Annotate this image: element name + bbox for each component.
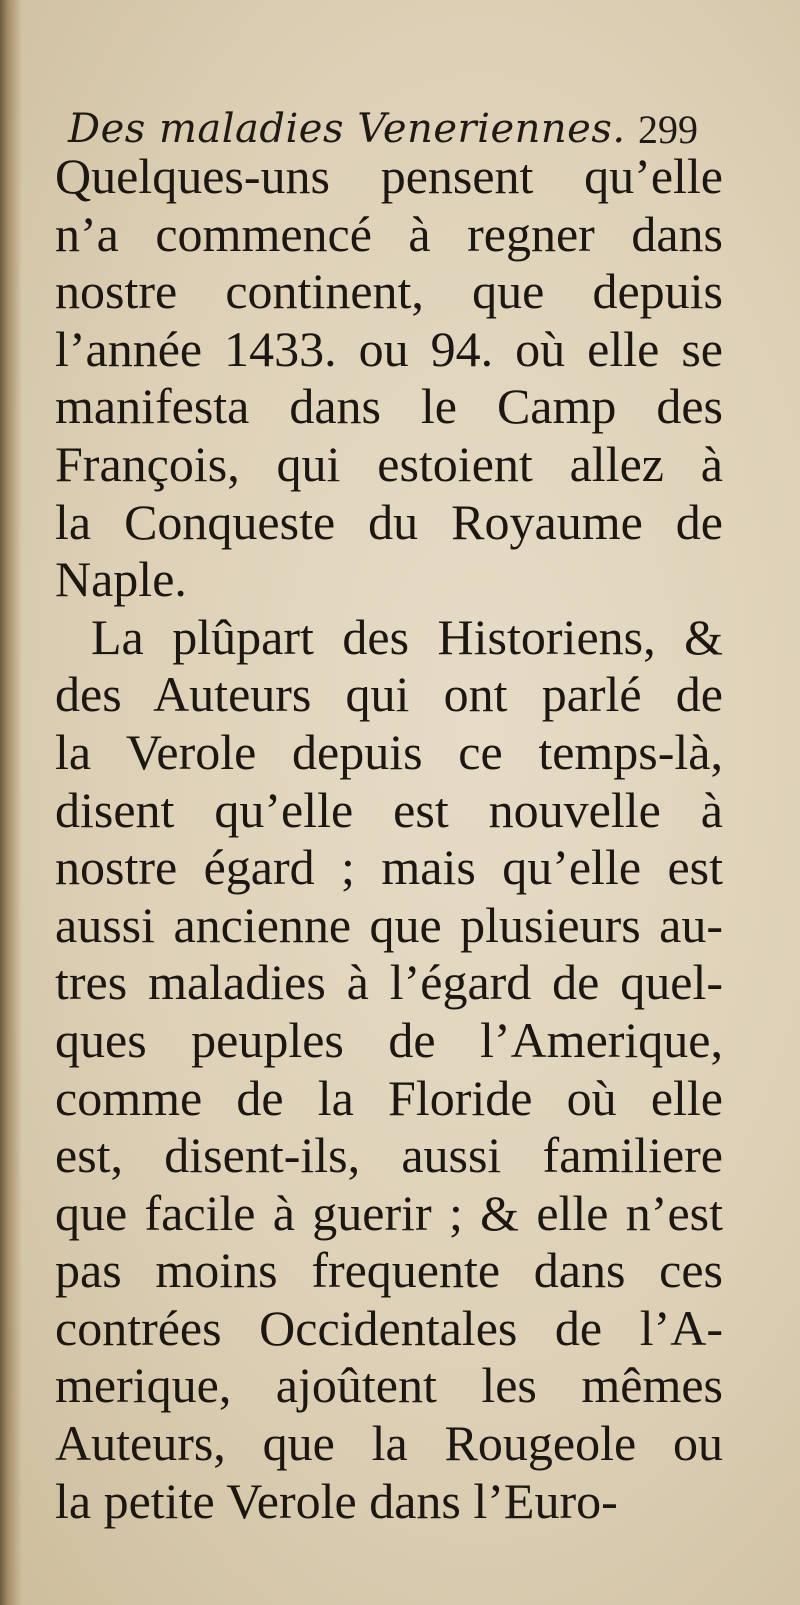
text-line: l’année 1433. ou 94. où elle se — [55, 320, 723, 377]
text-line: contrées Occidentales de l’A- — [55, 1299, 723, 1356]
page-number: 299 — [638, 107, 698, 152]
running-head: Des maladies Veneriennes. — [68, 106, 626, 152]
text-line: tres maladies à l’égard de quel- — [55, 954, 723, 1011]
text-line: que facile à guerir ; & elle n’est — [55, 1184, 723, 1241]
text-line: des Auteurs qui ont parlé de — [55, 666, 723, 723]
text-line: est, disent-ils, aussi familiere — [55, 1127, 723, 1184]
text-line: manifesta dans le Camp des — [55, 378, 723, 435]
text-line: n’a commencé à regner dans — [55, 205, 723, 262]
text-line: pas moins frequente dans ces — [55, 1242, 723, 1299]
text-line: François, qui estoient allez à — [55, 435, 723, 492]
text-line: la Verole depuis ce temps-là, — [55, 723, 723, 780]
text-line: nostre égard ; mais qu’elle est — [55, 839, 723, 896]
text-line: aussi ancienne que plusieurs au- — [55, 896, 723, 953]
paragraph-1 — [55, 148, 723, 609]
text-line: la petite Verole dans l’Euro- — [55, 1472, 618, 1529]
paragraph-2 — [55, 609, 723, 1531]
text-line: ques peuples de l’Amerique, — [55, 1011, 723, 1068]
body-text — [55, 148, 723, 1530]
text-line: nostre continent, que depuis — [55, 263, 723, 320]
text-line: la Conqueste du Royaume de — [55, 493, 723, 550]
text-line: merique, ajoûtent les mêmes — [55, 1357, 723, 1414]
text-line: disent qu’elle est nouvelle à — [55, 781, 723, 838]
text-line: comme de la Floride où elle — [55, 1069, 723, 1126]
text-line: La plûpart des Historiens, & — [91, 608, 723, 665]
text-line: Auteurs, que la Rougeole ou — [55, 1415, 723, 1472]
text-line: Quelques-uns pensent qu’elle — [55, 148, 723, 204]
page-binding-edge — [0, 0, 22, 1605]
text-line: Naple. — [55, 551, 187, 608]
